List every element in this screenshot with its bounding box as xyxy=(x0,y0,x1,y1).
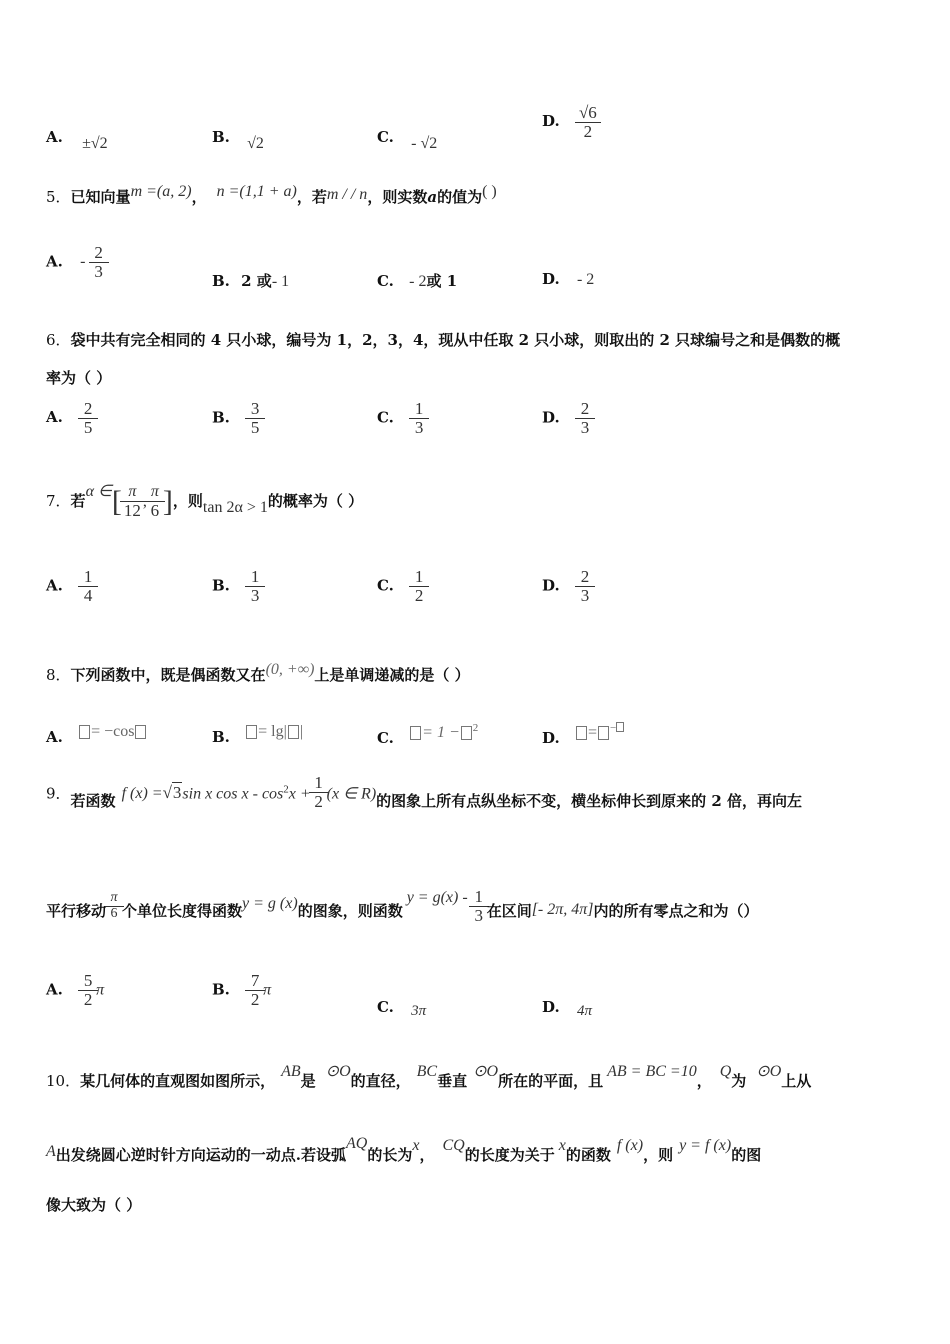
q4-option-b[interactable] xyxy=(212,128,264,152)
option-label: D. xyxy=(542,729,560,747)
question-text: 的值为 xyxy=(437,188,483,206)
tan-condition: tan 2α > 1 xyxy=(202,498,268,516)
third-fraction xyxy=(471,888,487,925)
function-f: f (x) = xyxy=(121,785,163,803)
pi-symbol: π xyxy=(263,981,272,999)
q7-interval-right xyxy=(147,484,163,520)
question-text: 所在的平面，且 xyxy=(498,1072,604,1090)
option-label: B. xyxy=(212,576,230,595)
question-number: 6． xyxy=(46,331,71,349)
q9-option-d[interactable] xyxy=(542,998,592,1017)
fraction-numerator: 3 xyxy=(250,399,260,418)
option-label: D. xyxy=(542,408,560,427)
function-body: sin x cos x - cos xyxy=(182,785,284,803)
question-text: 的函数 xyxy=(565,1146,611,1164)
minus-sign: - xyxy=(80,253,86,271)
option-label: B. xyxy=(212,128,230,146)
placeholder-box-icon xyxy=(135,725,146,739)
q5-option-c-text: 或 1 xyxy=(426,272,458,290)
question-text: ， xyxy=(419,1146,435,1164)
expr-text: = 1 − xyxy=(422,724,460,741)
question-text: 在区间 xyxy=(486,902,532,921)
q6-option-b[interactable] xyxy=(212,400,263,437)
q7-option-a-fraction xyxy=(80,568,96,605)
fraction-denominator: 3 xyxy=(414,417,424,437)
placeholder-box-icon xyxy=(410,726,421,740)
fraction-numerator: π xyxy=(150,483,159,500)
vector-n: n =(1,1 + a) xyxy=(216,183,297,200)
fraction-numerator: 1 xyxy=(414,567,424,586)
fraction-denominator: 5 xyxy=(250,417,260,437)
q6-option-d[interactable] xyxy=(542,400,593,437)
question-5 xyxy=(46,183,497,207)
option-label: B. xyxy=(212,272,230,290)
q8-option-c[interactable] xyxy=(377,722,479,748)
vector-m: m =(a, 2) xyxy=(130,183,192,200)
option-label: B. xyxy=(212,980,230,999)
question-9 xyxy=(46,773,803,813)
option-label: C. xyxy=(377,128,394,146)
option-label: A. xyxy=(46,728,63,746)
q6-option-c[interactable] xyxy=(377,400,427,437)
question-text: 的概率为（ ） xyxy=(267,491,364,510)
q7-option-d[interactable] xyxy=(542,568,593,605)
q9-option-a-fraction xyxy=(80,972,96,1009)
question-text: 的图象上所有点纵坐标不变，横坐标伸长到原来的 2 倍，再向左 xyxy=(376,792,803,811)
question-text: ，则 xyxy=(172,491,203,510)
comma: ， xyxy=(191,188,207,206)
question-text: 个单位长度得函数 xyxy=(122,902,243,921)
q4-option-c-value: - √2 xyxy=(411,135,438,152)
q5-option-c-value: - 2 xyxy=(409,273,427,290)
placeholder-box-icon xyxy=(616,722,624,732)
question-text: 是 xyxy=(300,1072,316,1090)
fraction-numerator: 1 xyxy=(314,773,323,792)
fraction-numerator: 2 xyxy=(94,243,103,262)
fraction-denominator: 2 xyxy=(250,989,260,1009)
placeholder-box-icon xyxy=(576,726,587,740)
q7-option-b[interactable] xyxy=(212,568,263,605)
q8-option-a[interactable] xyxy=(46,723,147,747)
function-g-minus: y = g(x) - xyxy=(406,889,468,907)
fraction-numerator: 2 xyxy=(580,399,590,418)
fraction-numerator: 1 xyxy=(474,887,483,906)
q7-option-c-fraction xyxy=(411,568,427,605)
fraction-numerator: π xyxy=(110,890,118,906)
option-label: C. xyxy=(377,272,394,290)
q5-option-b-text: 2 或 xyxy=(241,272,272,290)
placeholder-box-icon xyxy=(79,725,90,739)
placeholder-box-icon xyxy=(288,725,299,739)
option-label: D. xyxy=(542,576,560,595)
question-8 xyxy=(46,661,470,685)
q4-option-b-value: √2 xyxy=(247,135,264,152)
function-g: y = g (x) xyxy=(242,895,298,913)
segment-ab: AB xyxy=(281,1063,301,1080)
q6-option-a[interactable] xyxy=(46,400,96,437)
interval-zero-infinity: (0, +∞) xyxy=(265,661,315,678)
question-text: ，若 xyxy=(296,188,327,206)
question-number: 8． xyxy=(46,666,71,684)
q5-option-a-fraction xyxy=(91,244,107,281)
interval-comma: , xyxy=(142,492,147,510)
question-10-line-3 xyxy=(46,1194,141,1215)
fraction-denominator: 4 xyxy=(83,585,93,605)
question-text: 内的所有零点之和为（） xyxy=(593,902,759,921)
fraction-numerator: 2 xyxy=(580,567,590,586)
fraction-denominator: 3 xyxy=(250,585,260,605)
q9-option-a[interactable] xyxy=(46,972,104,1009)
q6-option-a-fraction xyxy=(80,400,96,437)
pi-symbol: π xyxy=(96,981,105,999)
question-10-line-2 xyxy=(46,1134,762,1164)
question-text: 平行移动 xyxy=(46,902,107,921)
q8-option-c-expr xyxy=(409,723,478,741)
question-number: 9． xyxy=(46,784,71,803)
q7-interval-left xyxy=(122,484,143,520)
pi-over-6 xyxy=(106,891,122,921)
q5-option-d[interactable] xyxy=(542,270,594,289)
fraction-denominator: 6 xyxy=(110,905,118,921)
question-6 xyxy=(46,329,840,350)
q4-option-d[interactable] xyxy=(542,104,599,141)
option-label: C. xyxy=(377,729,394,747)
sqrt-3: √3 xyxy=(162,783,182,803)
q8-option-a-expr xyxy=(78,722,147,740)
variable-x: x xyxy=(558,1137,566,1154)
q5-option-c[interactable] xyxy=(377,270,457,291)
question-number: 7． xyxy=(46,491,71,510)
fraction-denominator: 2 xyxy=(583,121,593,141)
question-text: 的长度为关于 xyxy=(464,1146,555,1164)
fraction-denominator: 3 xyxy=(94,261,103,281)
q4-option-a-value: ±√2 xyxy=(82,135,108,152)
segment-bc: BC xyxy=(416,1063,438,1080)
question-text: 若函数 xyxy=(70,792,116,811)
option-label: C. xyxy=(377,408,394,427)
fraction-denominator: 3 xyxy=(580,585,590,605)
question-text: 率为（ ） xyxy=(46,369,112,387)
q9-option-c[interactable] xyxy=(377,998,426,1017)
q7-option-d-fraction xyxy=(577,568,593,605)
question-number: 10． xyxy=(46,1072,81,1090)
fraction-denominator: 12 xyxy=(123,500,141,520)
q6-option-b-fraction xyxy=(247,400,263,437)
question-text: 的图 xyxy=(731,1146,762,1164)
circle-o: ⊙O xyxy=(325,1063,351,1080)
fraction-numerator: π xyxy=(128,483,137,500)
q9-option-c-value: 3π xyxy=(411,1003,427,1019)
question-text: 已知向量 xyxy=(70,188,131,206)
radicand: 3 xyxy=(172,783,182,803)
point-q: Q xyxy=(719,1063,732,1080)
point-a: A xyxy=(46,1143,56,1160)
exponent: 2 xyxy=(472,722,479,734)
question-text: 出发绕圆心逆时针方向运动的一动点.若设弧 xyxy=(55,1146,347,1164)
variable-a: a xyxy=(427,188,438,206)
q7-option-b-fraction xyxy=(247,568,263,605)
q4-option-d-fraction xyxy=(577,104,599,141)
fraction-denominator: 6 xyxy=(150,500,160,520)
fraction-numerator: 5 xyxy=(83,971,93,990)
question-10 xyxy=(46,1060,812,1090)
length-equation: AB = BC =10 xyxy=(607,1063,697,1080)
q8-option-d[interactable] xyxy=(542,722,624,748)
expr-text: = −cos xyxy=(91,723,135,740)
alpha-membership: α ∈ xyxy=(85,482,112,500)
expr-text: = lg| xyxy=(258,723,287,740)
q5-option-b-value: - 1 xyxy=(271,273,290,290)
question-text: ， xyxy=(696,1072,712,1090)
function-fx: f (x) xyxy=(616,1137,644,1154)
question-text: 某几何体的直观图如图所示， xyxy=(80,1072,276,1090)
option-label: C. xyxy=(377,998,394,1016)
q5-option-a[interactable] xyxy=(46,244,107,281)
fraction-denominator: 5 xyxy=(83,417,93,437)
fraction-denominator: 3 xyxy=(474,905,483,925)
fraction-numerator: √6 xyxy=(578,103,597,122)
placeholder-box-icon xyxy=(246,725,257,739)
q7-option-a[interactable] xyxy=(46,568,96,605)
parallel-condition: m / / n xyxy=(326,186,368,203)
fraction-numerator: 1 xyxy=(414,399,424,418)
q4-option-a[interactable] xyxy=(46,128,108,152)
question-text: 的图象，则函数 xyxy=(297,902,403,921)
question-text: 若 xyxy=(70,491,86,510)
question-text: 像大致为（ ） xyxy=(46,1196,142,1214)
option-label: C. xyxy=(377,576,394,595)
q8-option-b-expr xyxy=(245,722,303,740)
q9-option-d-value: 4π xyxy=(576,1003,592,1019)
option-label: D. xyxy=(542,998,560,1016)
q8-option-b[interactable] xyxy=(212,723,304,747)
option-label: A. xyxy=(46,980,63,999)
question-text: 的直径， xyxy=(350,1072,411,1090)
option-label: B. xyxy=(212,408,230,427)
question-text: 上从 xyxy=(781,1072,812,1090)
question-number: 5． xyxy=(46,188,71,206)
left-bracket: [ xyxy=(111,484,122,518)
question-text: 上是单调递减的是（ ） xyxy=(314,666,470,684)
option-label: D. xyxy=(542,112,560,131)
right-bracket: ] xyxy=(162,484,173,518)
option-label: A. xyxy=(46,576,63,595)
question-text: ，则实数 xyxy=(367,188,428,206)
option-label: B. xyxy=(212,728,230,746)
question-7 xyxy=(46,484,363,520)
fraction-denominator: 3 xyxy=(580,417,590,437)
fraction-denominator: 2 xyxy=(83,989,93,1009)
circle-o: ⊙O xyxy=(756,1063,782,1080)
circle-o: ⊙O xyxy=(473,1063,499,1080)
option-label: D. xyxy=(542,270,560,288)
q5-option-b[interactable] xyxy=(212,270,289,291)
answer-blank: ( ) xyxy=(482,183,497,200)
q6-option-d-fraction xyxy=(577,400,593,437)
fraction-numerator: 2 xyxy=(83,399,93,418)
question-6-line-2 xyxy=(46,367,111,388)
fraction-numerator: 1 xyxy=(250,567,260,586)
fraction-numerator: 1 xyxy=(83,567,93,586)
question-text: 袋中共有完全相同的 4 只小球，编号为 1，2，3，4，现从中任取 2 只小球，则取出的 2 只球编号之和是偶数的概 xyxy=(70,331,841,349)
expr-text: = xyxy=(587,724,597,741)
fraction-denominator: 2 xyxy=(314,791,323,811)
domain: (x ∈ R) xyxy=(326,785,377,803)
abs-bar: | xyxy=(299,723,304,740)
fraction-numerator: 7 xyxy=(250,971,260,990)
function-body: x + xyxy=(288,785,311,803)
exponent: 2 xyxy=(283,783,289,796)
q9-option-b[interactable] xyxy=(212,972,271,1009)
question-text: 垂直 xyxy=(437,1072,468,1090)
question-text: 的长为 xyxy=(367,1146,413,1164)
exponent: − xyxy=(609,722,617,734)
option-label: A. xyxy=(46,252,63,271)
q9-option-b-fraction xyxy=(247,972,263,1009)
placeholder-box-icon xyxy=(461,726,472,740)
interval-range: [- 2π, 4π] xyxy=(531,901,594,919)
variable-x: x xyxy=(412,1137,420,1154)
q8-option-d-expr xyxy=(575,723,624,741)
question-text: 为 xyxy=(731,1072,747,1090)
q4-option-c[interactable] xyxy=(377,128,438,152)
q6-option-c-fraction xyxy=(411,400,427,437)
fraction-denominator: 2 xyxy=(414,585,424,605)
function-yfx: y = f (x) xyxy=(679,1137,732,1154)
question-text: ，则 xyxy=(643,1146,674,1164)
question-9-line-2 xyxy=(46,888,759,925)
option-label: A. xyxy=(46,408,63,427)
question-text: 下列函数中，既是偶函数又在 xyxy=(70,666,266,684)
segment-cq: CQ xyxy=(442,1137,465,1154)
arc-aq: AQ xyxy=(346,1135,368,1152)
placeholder-box-icon xyxy=(598,726,609,740)
half-fraction xyxy=(311,774,327,811)
q7-option-c[interactable] xyxy=(377,568,427,605)
option-label: A. xyxy=(46,128,63,146)
q5-option-d-value: - 2 xyxy=(576,271,595,288)
